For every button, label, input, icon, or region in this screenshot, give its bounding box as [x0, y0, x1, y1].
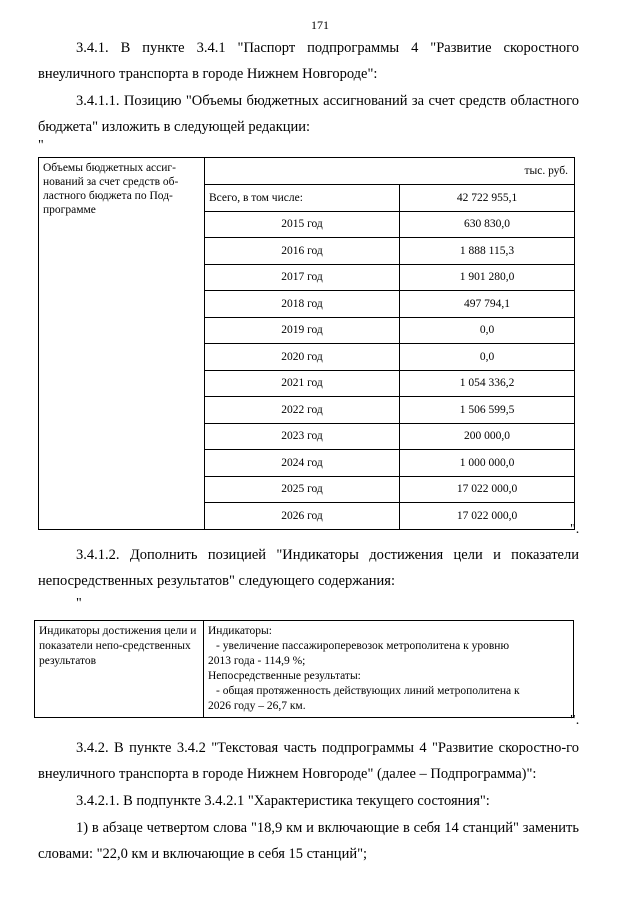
- value-cell: 497 794,1: [400, 291, 575, 318]
- indicators-heading: Индикаторы:: [208, 625, 272, 637]
- result-line: - общая протяженность действующих линий метрополитена к: [216, 685, 520, 697]
- year-cell: 2018 год: [205, 291, 400, 318]
- indicators-table: [34, 620, 574, 718]
- opening-quote-2: ": [76, 596, 82, 611]
- results-heading: Непосредственные результаты:: [208, 670, 361, 682]
- year-cell: 2017 год: [205, 264, 400, 291]
- value-cell: 1 506 599,5: [400, 397, 575, 424]
- closing-quote-1: ".: [570, 522, 580, 537]
- page-number: 171: [311, 18, 329, 32]
- paragraph-3-4-1-1: 3.4.1.1. Позицию "Объемы бюджетных ассигнований за счет средств областного бюджета" изложить в следующей редакции:: [38, 93, 579, 135]
- indicator-line-cont: 2013 года - 114,9 %;: [208, 655, 306, 667]
- opening-quote-1: ": [38, 138, 44, 153]
- year-cell: 2022 год: [205, 397, 400, 424]
- result-line-cont: 2026 году – 26,7 км.: [208, 700, 306, 712]
- closing-quote-2: ".: [570, 713, 580, 728]
- year-cell: 2015 год: [205, 211, 400, 238]
- paragraph-3-4-1-2: 3.4.1.2. Дополнить позицией "Индикаторы достижения цели и показатели непосредственных результатов" следующего содержания:: [38, 547, 579, 589]
- paragraph-item-1: 1) в абзаце четвертом слова "18,9 км и включающие в себя 14 станций" заменить словами: "22,0 км и включающие в себя 15 станций";: [38, 820, 579, 862]
- value-cell: 1 000 000,0: [400, 450, 575, 477]
- total-label: Всего, в том числе:: [205, 185, 400, 212]
- year-cell: 2023 год: [205, 423, 400, 450]
- paragraph-3-4-1: 3.4.1. В пункте 3.4.1 "Паспорт подпрограммы 4 "Развитие скоростного внеуличного транспорта в городе Нижнем Новгороде":: [38, 40, 579, 82]
- year-cell: 2021 год: [205, 370, 400, 397]
- year-cell: 2020 год: [205, 344, 400, 371]
- year-cell: 2025 год: [205, 476, 400, 503]
- value-cell: 17 022 000,0: [400, 476, 575, 503]
- indicators-label-cell: Индикаторы достижения цели и показатели непо-средственных результатов: [35, 621, 204, 718]
- indicator-line: - увеличение пассажироперевозок метрополитена к уровню: [216, 640, 510, 652]
- value-cell: 1 054 336,2: [400, 370, 575, 397]
- year-cell: 2026 год: [205, 503, 400, 530]
- value-cell: 1 888 115,3: [400, 238, 575, 265]
- year-cell: 2019 год: [205, 317, 400, 344]
- budget-table: [38, 157, 575, 530]
- value-cell: 0,0: [400, 317, 575, 344]
- value-cell: 630 830,0: [400, 211, 575, 238]
- paragraph-3-4-2-1: 3.4.2.1. В подпункте 3.4.2.1 "Характеристика текущего состояния":: [76, 793, 490, 809]
- total-value: 42 722 955,1: [400, 185, 575, 212]
- paragraph-3-4-2: 3.4.2. В пункте 3.4.2 "Текстовая часть подпрограммы 4 "Развитие скоростно-го внеуличного транспорта в городе Нижнем Новгороде" (далее – Подпрограмма)":: [38, 740, 579, 782]
- value-cell: 1 901 280,0: [400, 264, 575, 291]
- value-cell: 17 022 000,0: [400, 503, 575, 530]
- budget-label-cell: Объемы бюджетных ассиг-нований за счет средств об-ластного бюджета по Под-программе: [39, 158, 205, 530]
- year-cell: 2024 год: [205, 450, 400, 477]
- year-cell: 2016 год: [205, 238, 400, 265]
- value-cell: 200 000,0: [400, 423, 575, 450]
- indicators-content-cell: [204, 621, 574, 718]
- unit-cell: тыс. руб.: [205, 158, 575, 185]
- value-cell: 0,0: [400, 344, 575, 371]
